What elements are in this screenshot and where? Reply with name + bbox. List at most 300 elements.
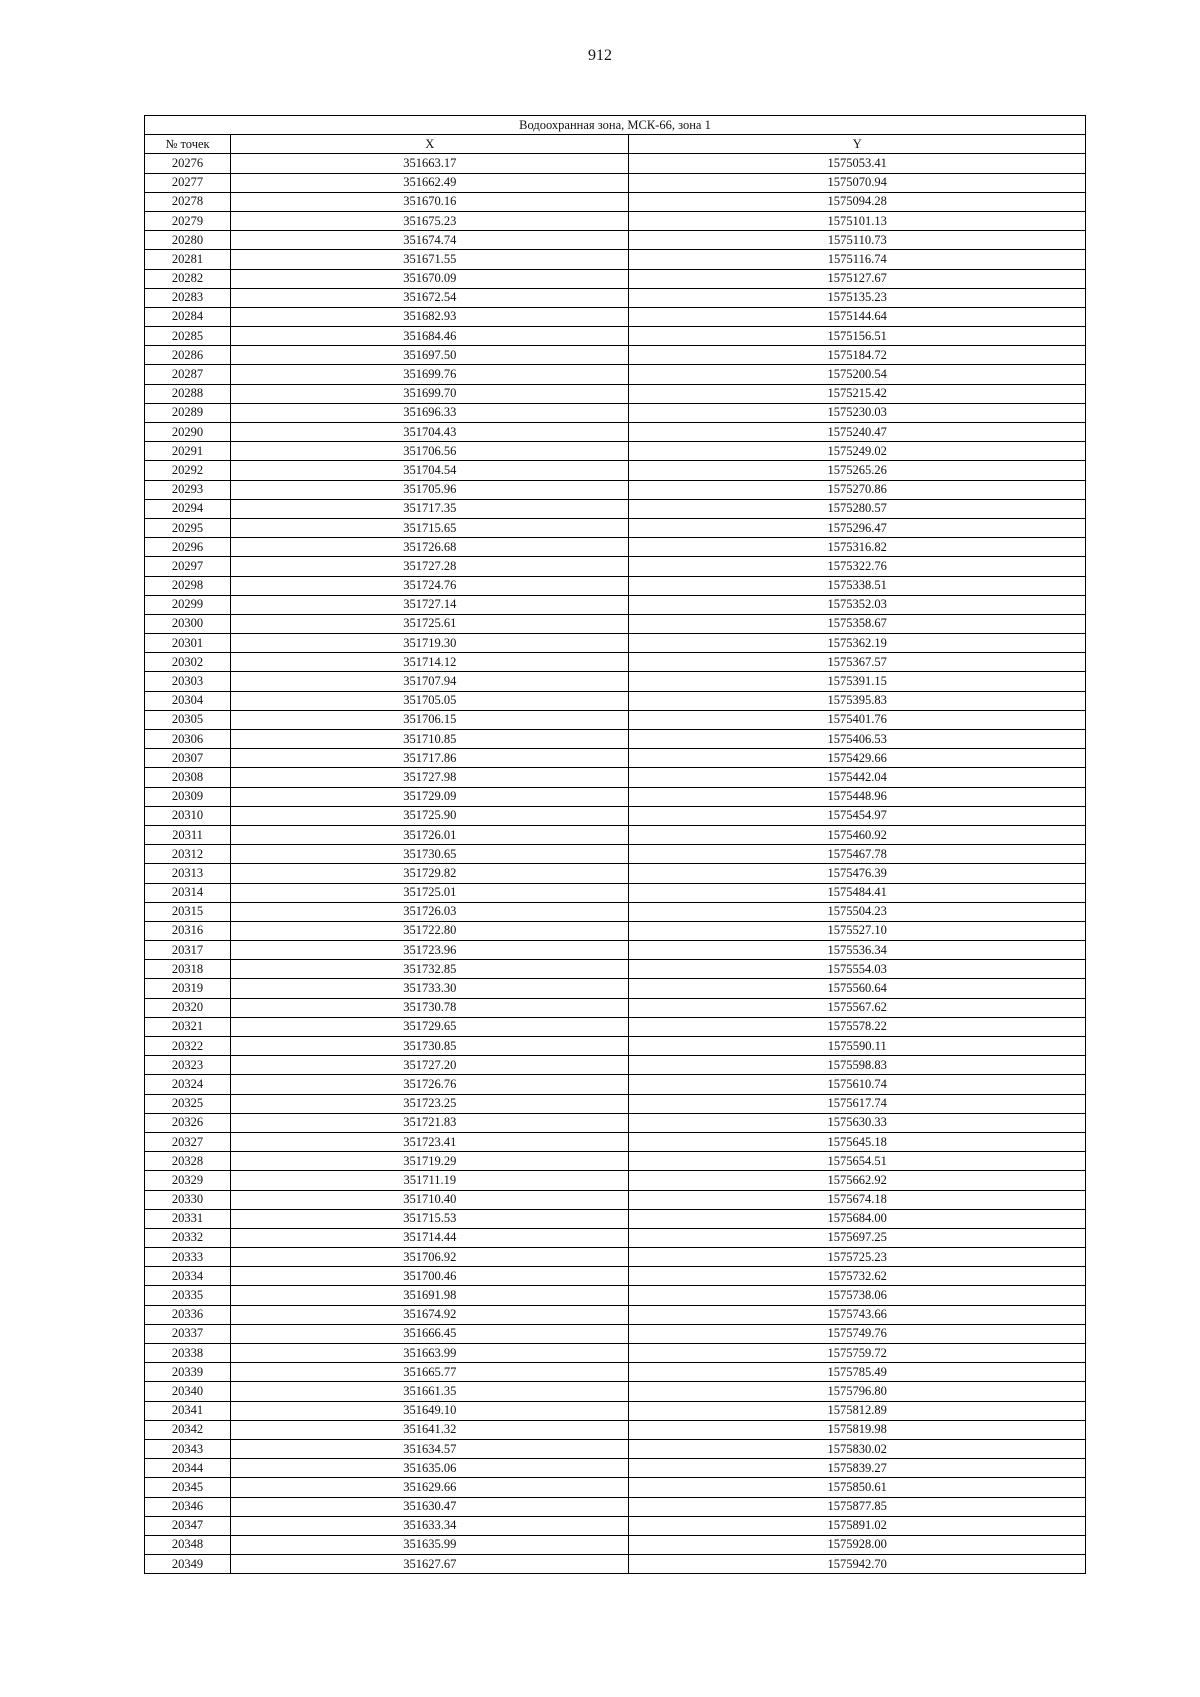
table-row xyxy=(145,1401,1086,1420)
y-cell: 1575322.76 xyxy=(629,557,1086,576)
x-cell: 351719.29 xyxy=(231,1152,629,1171)
y-cell: 1575429.66 xyxy=(629,749,1086,768)
table-row xyxy=(145,1209,1086,1228)
y-cell: 1575240.47 xyxy=(629,423,1086,442)
table-row xyxy=(145,1113,1086,1132)
table-row xyxy=(145,1305,1086,1324)
header-x: X xyxy=(231,135,629,154)
y-cell: 1575785.49 xyxy=(629,1363,1086,1382)
table-row xyxy=(145,710,1086,729)
table-row xyxy=(145,1516,1086,1535)
table-row xyxy=(145,288,1086,307)
point-number-cell: 20279 xyxy=(145,211,231,230)
table-row xyxy=(145,307,1086,326)
y-cell: 1575732.62 xyxy=(629,1267,1086,1286)
x-cell: 351723.25 xyxy=(231,1094,629,1113)
point-number-cell: 20331 xyxy=(145,1209,231,1228)
y-cell: 1575401.76 xyxy=(629,710,1086,729)
y-cell: 1575358.67 xyxy=(629,614,1086,633)
y-cell: 1575684.00 xyxy=(629,1209,1086,1228)
table-row xyxy=(145,557,1086,576)
y-cell: 1575850.61 xyxy=(629,1478,1086,1497)
table-row xyxy=(145,845,1086,864)
point-number-cell: 20293 xyxy=(145,480,231,499)
page-number: 912 xyxy=(588,47,612,64)
table-row xyxy=(145,1555,1086,1574)
x-cell: 351705.96 xyxy=(231,480,629,499)
table-row xyxy=(145,231,1086,250)
table-row xyxy=(145,998,1086,1017)
table-row xyxy=(145,730,1086,749)
y-cell: 1575654.51 xyxy=(629,1152,1086,1171)
y-cell: 1575467.78 xyxy=(629,845,1086,864)
point-number-cell: 20311 xyxy=(145,825,231,844)
coordinates-table xyxy=(144,115,1086,1574)
y-cell: 1575527.10 xyxy=(629,921,1086,940)
point-number-cell: 20334 xyxy=(145,1267,231,1286)
y-cell: 1575630.33 xyxy=(629,1113,1086,1132)
table-row xyxy=(145,749,1086,768)
table-row xyxy=(145,1439,1086,1458)
table-row xyxy=(145,346,1086,365)
y-cell: 1575395.83 xyxy=(629,691,1086,710)
x-cell: 351706.92 xyxy=(231,1248,629,1267)
point-number-cell: 20278 xyxy=(145,192,231,211)
x-cell: 351674.92 xyxy=(231,1305,629,1324)
y-cell: 1575391.15 xyxy=(629,672,1086,691)
y-cell: 1575891.02 xyxy=(629,1516,1086,1535)
y-cell: 1575053.41 xyxy=(629,154,1086,173)
y-cell: 1575156.51 xyxy=(629,327,1086,346)
point-number-cell: 20294 xyxy=(145,499,231,518)
point-number-cell: 20289 xyxy=(145,403,231,422)
table-row xyxy=(145,672,1086,691)
point-number-cell: 20332 xyxy=(145,1228,231,1247)
y-cell: 1575796.80 xyxy=(629,1382,1086,1401)
x-cell: 351697.50 xyxy=(231,346,629,365)
table-row xyxy=(145,154,1086,173)
y-cell: 1575316.82 xyxy=(629,538,1086,557)
x-cell: 351717.86 xyxy=(231,749,629,768)
y-cell: 1575406.53 xyxy=(629,730,1086,749)
table-header-row xyxy=(145,135,1086,154)
x-cell: 351727.28 xyxy=(231,557,629,576)
point-number-cell: 20348 xyxy=(145,1535,231,1554)
x-cell: 351629.66 xyxy=(231,1478,629,1497)
y-cell: 1575362.19 xyxy=(629,634,1086,653)
table-row xyxy=(145,1248,1086,1267)
point-number-cell: 20285 xyxy=(145,327,231,346)
point-number-cell: 20307 xyxy=(145,749,231,768)
point-number-cell: 20319 xyxy=(145,979,231,998)
x-cell: 351670.16 xyxy=(231,192,629,211)
x-cell: 351723.96 xyxy=(231,941,629,960)
y-cell: 1575578.22 xyxy=(629,1017,1086,1036)
x-cell: 351661.35 xyxy=(231,1382,629,1401)
table-row xyxy=(145,1056,1086,1075)
x-cell: 351710.40 xyxy=(231,1190,629,1209)
header-point-number: № точек xyxy=(145,135,231,154)
y-cell: 1575928.00 xyxy=(629,1535,1086,1554)
x-cell: 351726.01 xyxy=(231,825,629,844)
x-cell: 351714.12 xyxy=(231,653,629,672)
x-cell: 351704.43 xyxy=(231,423,629,442)
point-number-cell: 20282 xyxy=(145,269,231,288)
x-cell: 351727.20 xyxy=(231,1056,629,1075)
y-cell: 1575460.92 xyxy=(629,825,1086,844)
point-number-cell: 20326 xyxy=(145,1113,231,1132)
point-number-cell: 20302 xyxy=(145,653,231,672)
point-number-cell: 20344 xyxy=(145,1459,231,1478)
point-number-cell: 20306 xyxy=(145,730,231,749)
y-cell: 1575116.74 xyxy=(629,250,1086,269)
table-row xyxy=(145,1267,1086,1286)
y-cell: 1575610.74 xyxy=(629,1075,1086,1094)
point-number-cell: 20335 xyxy=(145,1286,231,1305)
y-cell: 1575200.54 xyxy=(629,365,1086,384)
table-row xyxy=(145,327,1086,346)
y-cell: 1575743.66 xyxy=(629,1305,1086,1324)
x-cell: 351672.54 xyxy=(231,288,629,307)
table-row xyxy=(145,499,1086,518)
table-row xyxy=(145,576,1086,595)
x-cell: 351730.78 xyxy=(231,998,629,1017)
y-cell: 1575590.11 xyxy=(629,1037,1086,1056)
table-row xyxy=(145,442,1086,461)
y-cell: 1575877.85 xyxy=(629,1497,1086,1516)
x-cell: 351726.03 xyxy=(231,902,629,921)
point-number-cell: 20339 xyxy=(145,1363,231,1382)
table-row xyxy=(145,806,1086,825)
x-cell: 351732.85 xyxy=(231,960,629,979)
x-cell: 351726.68 xyxy=(231,538,629,557)
x-cell: 351721.83 xyxy=(231,1113,629,1132)
y-cell: 1575839.27 xyxy=(629,1459,1086,1478)
point-number-cell: 20320 xyxy=(145,998,231,1017)
point-number-cell: 20308 xyxy=(145,768,231,787)
x-cell: 351675.23 xyxy=(231,211,629,230)
point-number-cell: 20313 xyxy=(145,864,231,883)
table-row xyxy=(145,1132,1086,1151)
x-cell: 351641.32 xyxy=(231,1420,629,1439)
table-row xyxy=(145,653,1086,672)
point-number-cell: 20347 xyxy=(145,1516,231,1535)
x-cell: 351662.49 xyxy=(231,173,629,192)
x-cell: 351715.53 xyxy=(231,1209,629,1228)
table-row xyxy=(145,614,1086,633)
table-row xyxy=(145,883,1086,902)
table-row xyxy=(145,1190,1086,1209)
point-number-cell: 20327 xyxy=(145,1132,231,1151)
table-row xyxy=(145,1152,1086,1171)
y-cell: 1575504.23 xyxy=(629,902,1086,921)
x-cell: 351710.85 xyxy=(231,730,629,749)
x-cell: 351726.76 xyxy=(231,1075,629,1094)
y-cell: 1575442.04 xyxy=(629,768,1086,787)
table-row xyxy=(145,480,1086,499)
y-cell: 1575560.64 xyxy=(629,979,1086,998)
point-number-cell: 20336 xyxy=(145,1305,231,1324)
y-cell: 1575101.13 xyxy=(629,211,1086,230)
x-cell: 351723.41 xyxy=(231,1132,629,1151)
table-row xyxy=(145,960,1086,979)
y-cell: 1575135.23 xyxy=(629,288,1086,307)
point-number-cell: 20349 xyxy=(145,1555,231,1574)
point-number-cell: 20304 xyxy=(145,691,231,710)
x-cell: 351700.46 xyxy=(231,1267,629,1286)
y-cell: 1575662.92 xyxy=(629,1171,1086,1190)
y-cell: 1575454.97 xyxy=(629,806,1086,825)
x-cell: 351633.34 xyxy=(231,1516,629,1535)
x-cell: 351729.65 xyxy=(231,1017,629,1036)
point-number-cell: 20284 xyxy=(145,307,231,326)
y-cell: 1575270.86 xyxy=(629,480,1086,499)
point-number-cell: 20297 xyxy=(145,557,231,576)
y-cell: 1575070.94 xyxy=(629,173,1086,192)
y-cell: 1575215.42 xyxy=(629,384,1086,403)
point-number-cell: 20287 xyxy=(145,365,231,384)
x-cell: 351717.35 xyxy=(231,499,629,518)
y-cell: 1575567.62 xyxy=(629,998,1086,1017)
x-cell: 351719.30 xyxy=(231,634,629,653)
table-body xyxy=(145,154,1086,1574)
table-row xyxy=(145,1228,1086,1247)
x-cell: 351722.80 xyxy=(231,921,629,940)
y-cell: 1575738.06 xyxy=(629,1286,1086,1305)
table-row xyxy=(145,1459,1086,1478)
point-number-cell: 20305 xyxy=(145,710,231,729)
table-row xyxy=(145,1075,1086,1094)
point-number-cell: 20341 xyxy=(145,1401,231,1420)
y-cell: 1575830.02 xyxy=(629,1439,1086,1458)
y-cell: 1575554.03 xyxy=(629,960,1086,979)
point-number-cell: 20300 xyxy=(145,614,231,633)
table-row xyxy=(145,634,1086,653)
x-cell: 351725.61 xyxy=(231,614,629,633)
header-y: Y xyxy=(629,135,1086,154)
y-cell: 1575645.18 xyxy=(629,1132,1086,1151)
x-cell: 351730.85 xyxy=(231,1037,629,1056)
point-number-cell: 20280 xyxy=(145,231,231,250)
x-cell: 351627.67 xyxy=(231,1555,629,1574)
x-cell: 351670.09 xyxy=(231,269,629,288)
table-row xyxy=(145,1535,1086,1554)
table-row xyxy=(145,518,1086,537)
point-number-cell: 20317 xyxy=(145,941,231,960)
table-row xyxy=(145,941,1086,960)
x-cell: 351729.09 xyxy=(231,787,629,806)
table-row xyxy=(145,595,1086,614)
table-title-row xyxy=(145,116,1086,135)
y-cell: 1575484.41 xyxy=(629,883,1086,902)
point-number-cell: 20328 xyxy=(145,1152,231,1171)
y-cell: 1575819.98 xyxy=(629,1420,1086,1439)
x-cell: 351635.06 xyxy=(231,1459,629,1478)
point-number-cell: 20299 xyxy=(145,595,231,614)
x-cell: 351725.90 xyxy=(231,806,629,825)
y-cell: 1575476.39 xyxy=(629,864,1086,883)
point-number-cell: 20315 xyxy=(145,902,231,921)
table-row xyxy=(145,211,1086,230)
point-number-cell: 20338 xyxy=(145,1344,231,1363)
point-number-cell: 20337 xyxy=(145,1324,231,1343)
point-number-cell: 20316 xyxy=(145,921,231,940)
y-cell: 1575352.03 xyxy=(629,595,1086,614)
point-number-cell: 20301 xyxy=(145,634,231,653)
y-cell: 1575094.28 xyxy=(629,192,1086,211)
table-row xyxy=(145,173,1086,192)
x-cell: 351711.19 xyxy=(231,1171,629,1190)
point-number-cell: 20298 xyxy=(145,576,231,595)
y-cell: 1575230.03 xyxy=(629,403,1086,422)
y-cell: 1575942.70 xyxy=(629,1555,1086,1574)
y-cell: 1575697.25 xyxy=(629,1228,1086,1247)
y-cell: 1575249.02 xyxy=(629,442,1086,461)
point-number-cell: 20312 xyxy=(145,845,231,864)
point-number-cell: 20330 xyxy=(145,1190,231,1209)
point-number-cell: 20296 xyxy=(145,538,231,557)
table-row xyxy=(145,1094,1086,1113)
table-row xyxy=(145,1420,1086,1439)
x-cell: 351714.44 xyxy=(231,1228,629,1247)
point-number-cell: 20345 xyxy=(145,1478,231,1497)
table-row xyxy=(145,1324,1086,1343)
table-row xyxy=(145,384,1086,403)
y-cell: 1575759.72 xyxy=(629,1344,1086,1363)
y-cell: 1575674.18 xyxy=(629,1190,1086,1209)
point-number-cell: 20321 xyxy=(145,1017,231,1036)
point-number-cell: 20340 xyxy=(145,1382,231,1401)
point-number-cell: 20318 xyxy=(145,960,231,979)
table-row xyxy=(145,538,1086,557)
x-cell: 351724.76 xyxy=(231,576,629,595)
point-number-cell: 20290 xyxy=(145,423,231,442)
point-number-cell: 20283 xyxy=(145,288,231,307)
x-cell: 351729.82 xyxy=(231,864,629,883)
point-number-cell: 20292 xyxy=(145,461,231,480)
table-row xyxy=(145,1171,1086,1190)
point-number-cell: 20309 xyxy=(145,787,231,806)
point-number-cell: 20281 xyxy=(145,250,231,269)
table-title: Водоохранная зона, МСК-66, зона 1 xyxy=(145,116,1086,135)
x-cell: 351665.77 xyxy=(231,1363,629,1382)
x-cell: 351649.10 xyxy=(231,1401,629,1420)
point-number-cell: 20303 xyxy=(145,672,231,691)
x-cell: 351699.70 xyxy=(231,384,629,403)
y-cell: 1575812.89 xyxy=(629,1401,1086,1420)
table-row xyxy=(145,250,1086,269)
point-number-cell: 20288 xyxy=(145,384,231,403)
point-number-cell: 20324 xyxy=(145,1075,231,1094)
y-cell: 1575598.83 xyxy=(629,1056,1086,1075)
x-cell: 351733.30 xyxy=(231,979,629,998)
y-cell: 1575617.74 xyxy=(629,1094,1086,1113)
point-number-cell: 20323 xyxy=(145,1056,231,1075)
x-cell: 351730.65 xyxy=(231,845,629,864)
x-cell: 351725.01 xyxy=(231,883,629,902)
point-number-cell: 20342 xyxy=(145,1420,231,1439)
x-cell: 351715.65 xyxy=(231,518,629,537)
table-row xyxy=(145,461,1086,480)
table-row xyxy=(145,403,1086,422)
x-cell: 351634.57 xyxy=(231,1439,629,1458)
table-row xyxy=(145,192,1086,211)
point-number-cell: 20310 xyxy=(145,806,231,825)
x-cell: 351699.76 xyxy=(231,365,629,384)
y-cell: 1575296.47 xyxy=(629,518,1086,537)
table-row xyxy=(145,825,1086,844)
point-number-cell: 20343 xyxy=(145,1439,231,1458)
point-number-cell: 20277 xyxy=(145,173,231,192)
point-number-cell: 20314 xyxy=(145,883,231,902)
x-cell: 351684.46 xyxy=(231,327,629,346)
y-cell: 1575749.76 xyxy=(629,1324,1086,1343)
y-cell: 1575536.34 xyxy=(629,941,1086,960)
table-row xyxy=(145,1363,1086,1382)
y-cell: 1575110.73 xyxy=(629,231,1086,250)
point-number-cell: 20346 xyxy=(145,1497,231,1516)
table-row xyxy=(145,787,1086,806)
table-row xyxy=(145,691,1086,710)
x-cell: 351696.33 xyxy=(231,403,629,422)
point-number-cell: 20295 xyxy=(145,518,231,537)
x-cell: 351706.56 xyxy=(231,442,629,461)
y-cell: 1575127.67 xyxy=(629,269,1086,288)
x-cell: 351682.93 xyxy=(231,307,629,326)
table-row xyxy=(145,1017,1086,1036)
x-cell: 351706.15 xyxy=(231,710,629,729)
table-row xyxy=(145,902,1086,921)
point-number-cell: 20291 xyxy=(145,442,231,461)
x-cell: 351691.98 xyxy=(231,1286,629,1305)
x-cell: 351671.55 xyxy=(231,250,629,269)
table-row xyxy=(145,979,1086,998)
x-cell: 351663.99 xyxy=(231,1344,629,1363)
table-row xyxy=(145,423,1086,442)
table-row xyxy=(145,1382,1086,1401)
y-cell: 1575725.23 xyxy=(629,1248,1086,1267)
point-number-cell: 20322 xyxy=(145,1037,231,1056)
y-cell: 1575265.26 xyxy=(629,461,1086,480)
table-row xyxy=(145,1286,1086,1305)
table-row xyxy=(145,1497,1086,1516)
x-cell: 351727.14 xyxy=(231,595,629,614)
y-cell: 1575448.96 xyxy=(629,787,1086,806)
table-row xyxy=(145,921,1086,940)
y-cell: 1575144.64 xyxy=(629,307,1086,326)
x-cell: 351635.99 xyxy=(231,1535,629,1554)
table-row xyxy=(145,1478,1086,1497)
x-cell: 351727.98 xyxy=(231,768,629,787)
table-row xyxy=(145,1344,1086,1363)
table-row xyxy=(145,269,1086,288)
point-number-cell: 20329 xyxy=(145,1171,231,1190)
table-row xyxy=(145,365,1086,384)
x-cell: 351704.54 xyxy=(231,461,629,480)
y-cell: 1575367.57 xyxy=(629,653,1086,672)
x-cell: 351663.17 xyxy=(231,154,629,173)
x-cell: 351705.05 xyxy=(231,691,629,710)
table-row xyxy=(145,768,1086,787)
table-row xyxy=(145,864,1086,883)
point-number-cell: 20286 xyxy=(145,346,231,365)
point-number-cell: 20333 xyxy=(145,1248,231,1267)
x-cell: 351707.94 xyxy=(231,672,629,691)
point-number-cell: 20325 xyxy=(145,1094,231,1113)
x-cell: 351666.45 xyxy=(231,1324,629,1343)
y-cell: 1575280.57 xyxy=(629,499,1086,518)
x-cell: 351630.47 xyxy=(231,1497,629,1516)
